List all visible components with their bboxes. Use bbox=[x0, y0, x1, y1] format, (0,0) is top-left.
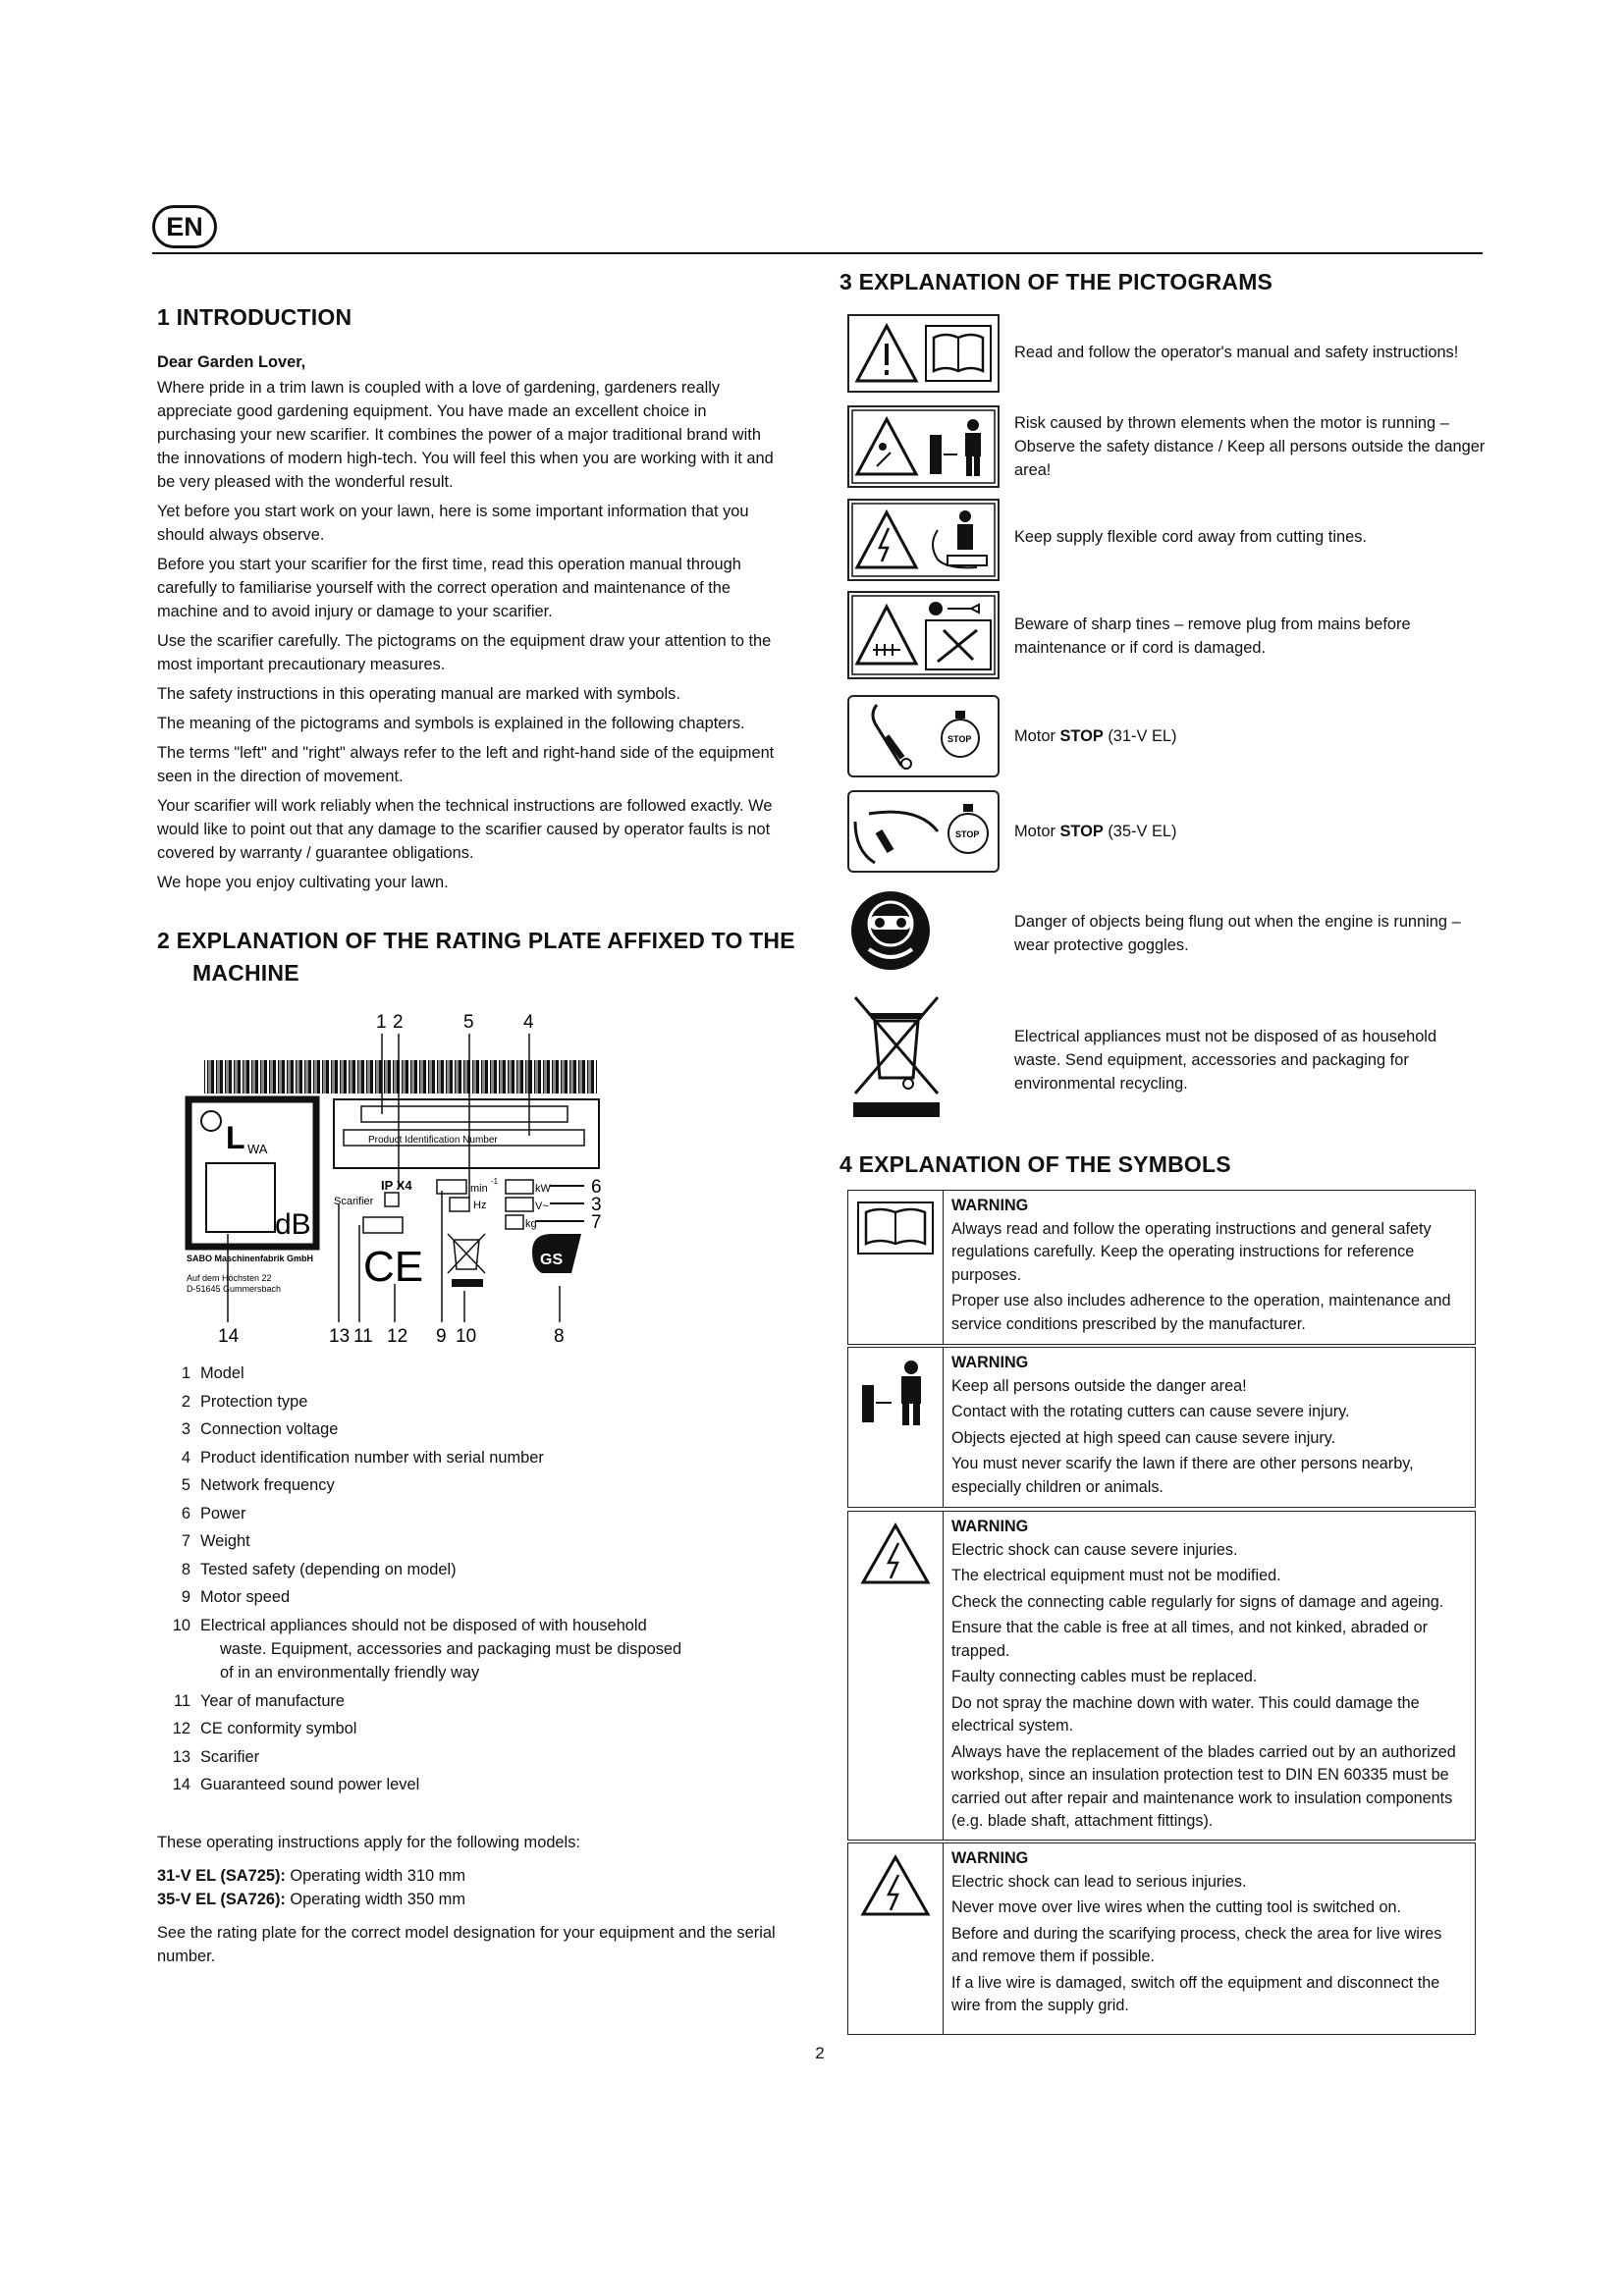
pictogram-text: Read and follow the operator's manual and safety instructions! bbox=[1014, 344, 1459, 361]
weee-bin-icon bbox=[847, 991, 946, 1119]
plate-num-11: 11 bbox=[353, 1326, 373, 1347]
symbol-icon-cell bbox=[848, 1512, 944, 1840]
hz-label: Hz bbox=[473, 1200, 487, 1211]
warning-heading: WARNING bbox=[951, 1518, 1029, 1535]
pictogram-text: Keep supply flexible cord away from cutting tines. bbox=[1014, 528, 1367, 546]
lwa-sub: WA bbox=[247, 1142, 268, 1156]
voltage-field bbox=[506, 1198, 533, 1211]
pictogram-box bbox=[847, 790, 1000, 873]
min-sup: -1 bbox=[491, 1177, 499, 1186]
section4-title: 4 EXPLANATION OF THE SYMBOLS bbox=[839, 1151, 1231, 1177]
keep-distance-icon bbox=[856, 1358, 935, 1428]
warning-heading: WARNING bbox=[951, 1354, 1029, 1371]
pictogram-row bbox=[847, 888, 1495, 973]
electric-shock-icon bbox=[857, 512, 916, 567]
pictogram-text: Electrical appliances must not be disposed of as household waste. Send equipment, accessories and packaging for environmental recycling. bbox=[1014, 1028, 1437, 1093]
list-item: 1 Model bbox=[181, 1364, 244, 1382]
ce-mark: CE bbox=[363, 1243, 424, 1291]
pictogram-text: Danger of objects being flung out when the engine is running – wear protective goggles. bbox=[1014, 913, 1461, 954]
page-number: 2 bbox=[815, 2044, 825, 2062]
intro-paragraph: The terms "left" and "right" always refer to the left and right-hand side of the equipment seen in the direction of movement. bbox=[157, 744, 775, 785]
weight-field bbox=[506, 1215, 523, 1229]
cord-away-from-tines-icon bbox=[933, 510, 987, 567]
list-item: 3 Connection voltage bbox=[181, 1420, 339, 1438]
pin-label: Product Identification Number bbox=[368, 1135, 498, 1146]
v-label: V~ bbox=[535, 1201, 549, 1212]
pictogram-text: Risk caused by thrown elements when the motor is running – Observe the safety distance / Keep all persons outside the danger area! bbox=[1014, 414, 1486, 479]
pictogram-row bbox=[847, 499, 1495, 581]
list-item: 4 Product identification number with serial number bbox=[181, 1448, 544, 1467]
year-field bbox=[363, 1217, 403, 1233]
stop-button-icon bbox=[948, 804, 988, 853]
models-section bbox=[157, 1831, 785, 1974]
address-line1: Auf dem Höchsten 22 bbox=[187, 1273, 272, 1283]
sharp-tines-warning-icon bbox=[857, 607, 916, 664]
symbol-icon-cell bbox=[848, 1348, 944, 1507]
list-item: 14 Guaranteed sound power level bbox=[172, 1776, 420, 1793]
pictogram-box bbox=[847, 591, 1000, 679]
symbol-block bbox=[847, 1511, 1476, 1841]
model-line-1: 31-V EL (SA725): Operating width 310 mm bbox=[157, 1867, 465, 1885]
section2-title-line1: 2 EXPLANATION OF THE RATING PLATE AFFIXED TO THE bbox=[157, 928, 795, 953]
intro-paragraph: The meaning of the pictograms and symbols is explained in the following chapters. bbox=[157, 715, 745, 732]
pictogram-row bbox=[847, 591, 1495, 679]
warning-triangle-icon bbox=[857, 326, 916, 381]
pin-frame bbox=[334, 1099, 599, 1168]
list-item: 11 Year of manufacture bbox=[173, 1691, 346, 1710]
plate-num-5: 5 bbox=[463, 1012, 474, 1033]
plate-num-6: 6 bbox=[591, 1177, 602, 1198]
address-line2: D-51645 Gummersbach bbox=[187, 1284, 282, 1294]
list-item: 2 Protection type bbox=[181, 1392, 308, 1411]
section3-title: 3 EXPLANATION OF THE PICTOGRAMS bbox=[839, 269, 1273, 294]
manual-book-icon bbox=[856, 1201, 935, 1255]
svg-text:STOP: STOP bbox=[947, 734, 972, 744]
protective-goggles-icon bbox=[847, 888, 936, 973]
maker-label: SABO Maschinenfabrik GmbH bbox=[187, 1254, 314, 1263]
plate-num-1: 1 bbox=[376, 1012, 387, 1033]
plate-num-9: 9 bbox=[436, 1326, 447, 1347]
symbol-text: WARNING Electric shock can lead to serious injuries. Never move over live wires when the cutting tool is switched on. Before and during the scarifying process, check the area for live wires and remove them if possible. If a live wire is damaged, switch off the equipment and disconnect the wire from the supply grid. bbox=[944, 1843, 1475, 2034]
electric-shock-icon bbox=[859, 1853, 932, 1918]
intro-paragraph: We hope you enjoy cultivating your lawn. bbox=[157, 874, 449, 891]
pictogram-row bbox=[847, 314, 1495, 393]
pictogram-box bbox=[847, 695, 1000, 777]
motor-stop-handle-icon bbox=[855, 812, 938, 863]
list-item: 10 Electrical appliances should not be disposed of with household waste. Equipment, accessories and packaging must be disposed of in an environmentally friendly way bbox=[172, 1616, 682, 1682]
pictogram-text: Beware of sharp tines – remove plug from mains before maintenance or if cord is damaged. bbox=[1014, 615, 1411, 657]
pictogram-row bbox=[847, 991, 1495, 1119]
plate-num-4: 4 bbox=[523, 1012, 534, 1033]
intro-paragraph: Before you start your scarifier for the first time, read this operation manual through carefully to familiarise yourself with the correct operation and maintenance of the machine and to avoid injury or damage to your scarifier. bbox=[157, 556, 741, 620]
section1-body bbox=[157, 350, 785, 900]
model-field bbox=[361, 1106, 568, 1122]
rating-plate-note: See the rating plate for the correct model designation for your equipment and the serial number. bbox=[157, 1924, 776, 1965]
plate-num-8: 8 bbox=[554, 1326, 565, 1347]
models-intro: These operating instructions apply for the following models: bbox=[157, 1834, 580, 1851]
weee-bin-icon bbox=[448, 1234, 485, 1287]
salutation: Dear Garden Lover, bbox=[157, 353, 306, 371]
plate-num-3: 3 bbox=[591, 1195, 602, 1215]
kg-label: kg bbox=[525, 1218, 537, 1230]
list-item: 8 Tested safety (depending on model) bbox=[181, 1560, 457, 1578]
frequency-field bbox=[450, 1198, 469, 1211]
keep-distance-icon bbox=[930, 419, 981, 476]
scarifier-label: Scarifier bbox=[334, 1196, 374, 1207]
symbol-icon-cell bbox=[848, 1843, 944, 2034]
rating-plate-legend bbox=[172, 1360, 800, 1799]
pictogram-text: Motor STOP (35-V EL) bbox=[1014, 823, 1177, 840]
symbol-block bbox=[847, 1347, 1476, 1508]
symbol-text: WARNING Electric shock can cause severe injuries. The electrical equipment must not be modified. Check the connecting cable regularly for signs of damage and ageing. Ensure that the cable is free at all times, and not kinked, abraded or trapped. Faulty connecting cables must be replaced. Do not spray the machine down with water. This could damage the electrical system. Always have the replacement of the blades carried out by an authorized workshop, since an insulation protection test to DIN EN 60335 must be carried out after repair and maintenance work to insulation components (e.g. blade shaft, attachment fittings). bbox=[944, 1512, 1475, 1840]
rating-plate-figure bbox=[167, 1006, 677, 1350]
list-item: 6 Power bbox=[181, 1504, 246, 1522]
header-rule bbox=[152, 252, 1483, 254]
pictogram-row bbox=[847, 405, 1495, 488]
power-field bbox=[506, 1180, 533, 1194]
stop-button-icon bbox=[942, 711, 979, 757]
svg-text:STOP: STOP bbox=[955, 829, 980, 839]
double-insulation-icon bbox=[385, 1193, 399, 1206]
section2-title-line2: MACHINE bbox=[192, 960, 299, 986]
list-item: 12 CE conformity symbol bbox=[172, 1720, 357, 1737]
plate-num-13: 13 bbox=[329, 1326, 351, 1347]
pictogram-box bbox=[847, 314, 1000, 393]
symbol-text: WARNING Always read and follow the operating instructions and general safety regulations carefully. Keep the operating instructions for reference purposes. Proper use also includes adherence to the operation, maintenance and service conditions prescribed by the manufacturer. bbox=[944, 1191, 1475, 1344]
list-item: 7 Weight bbox=[181, 1532, 250, 1550]
pictogram-text: Motor STOP (31-V EL) bbox=[1014, 727, 1177, 745]
plate-num-10: 10 bbox=[456, 1326, 477, 1347]
intro-paragraph: Your scarifier will work reliably when the technical instructions are followed exactly. We would like to point out that any damage to the scarifier caused by operator faults is not covered by warranty / guarantee obligations. bbox=[157, 797, 773, 862]
list-item: 13 Scarifier bbox=[172, 1747, 260, 1766]
motor-stop-handle-icon bbox=[873, 705, 911, 769]
intro-paragraph: Where pride in a trim lawn is coupled with a love of gardening, gardeners really appreciate good gardening equipment. You have made an excellent choice in purchasing your new scarifier. It combines the power of a major traditional brand with the innovations of modern high-tech. You will feel this when you are working with it and be very pleased with the wonderful result. bbox=[157, 379, 774, 491]
pictogram-row bbox=[847, 695, 1495, 777]
electric-shock-icon bbox=[859, 1522, 932, 1586]
intro-paragraph: Use the scarifier carefully. The pictograms on the equipment draw your attention to the most important precautionary measures. bbox=[157, 632, 772, 673]
symbol-block bbox=[847, 1190, 1476, 1345]
list-item: 5 Network frequency bbox=[181, 1476, 335, 1494]
db-label: dB bbox=[275, 1208, 311, 1241]
min-label: min bbox=[470, 1183, 488, 1195]
gs-mark bbox=[532, 1234, 581, 1273]
list-item: 9 Motor speed bbox=[181, 1588, 291, 1606]
plate-num-14: 14 bbox=[218, 1326, 240, 1347]
manual-book-icon bbox=[926, 326, 991, 381]
language-badge: EN bbox=[152, 205, 217, 248]
plate-num-12: 12 bbox=[387, 1326, 408, 1347]
section2-title bbox=[157, 928, 805, 987]
model-line-2: 35-V EL (SA726): Operating width 350 mm bbox=[157, 1891, 465, 1908]
symbol-text: WARNING Keep all persons outside the danger area! Contact with the rotating cutters can cause severe injury. Objects ejected at high speed can cause severe injury. You must never scarify the lawn if there are other persons nearby, especially children or animals. bbox=[944, 1348, 1475, 1507]
ip-label: IP X4 bbox=[381, 1178, 412, 1193]
pictogram-row bbox=[847, 790, 1495, 873]
symbol-block bbox=[847, 1842, 1476, 2035]
intro-paragraph: Yet before you start work on your lawn, here is some important information that you should always observe. bbox=[157, 503, 749, 544]
plate-num-7: 7 bbox=[591, 1212, 602, 1233]
kw-label: kW bbox=[535, 1183, 551, 1195]
section1-title: 1 INTRODUCTION bbox=[157, 304, 352, 330]
remove-plug-maintenance-icon bbox=[926, 602, 991, 669]
warning-heading: WARNING bbox=[951, 1197, 1029, 1214]
pictogram-box bbox=[847, 499, 1000, 581]
pictogram-box bbox=[847, 405, 1000, 488]
plate-num-2: 2 bbox=[393, 1012, 404, 1033]
barcode bbox=[204, 1060, 597, 1094]
thrown-objects-warning-icon bbox=[857, 419, 916, 474]
warning-heading: WARNING bbox=[951, 1849, 1029, 1867]
intro-paragraph: The safety instructions in this operating manual are marked with symbols. bbox=[157, 685, 680, 703]
symbol-icon-cell bbox=[848, 1191, 944, 1344]
lwa-label: L bbox=[226, 1120, 245, 1155]
gs-label: GS bbox=[540, 1252, 564, 1268]
